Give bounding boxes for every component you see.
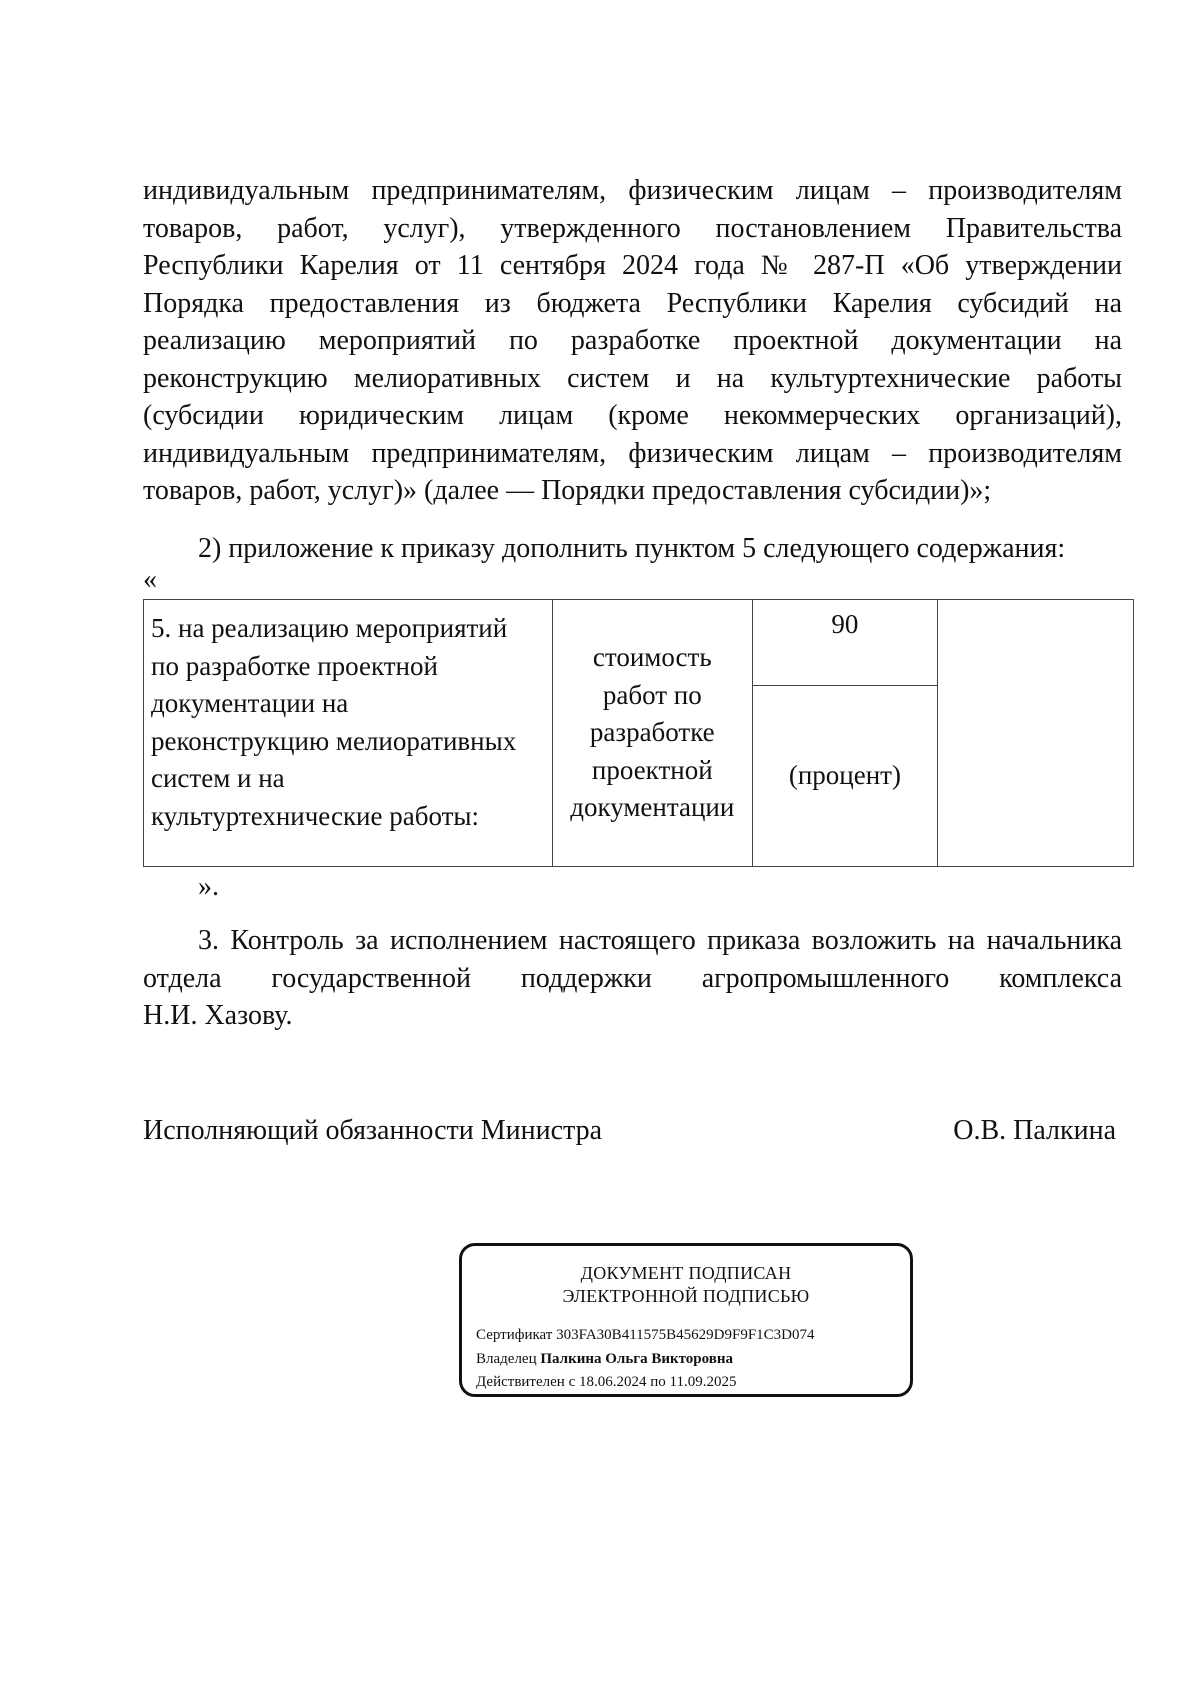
cell-line: стоимость [592,642,712,673]
table-row [144,600,1134,686]
paragraph-line: индивидуальным предпринимателям, физическим лицам – производителям [143,437,1122,469]
cell-line: работ по [602,679,702,710]
table-cell-basis [552,600,752,867]
paragraph-line: Республики Карелия от 11 сентября 2024 года № 287-П «Об утверждении [143,250,1122,281]
open-quote: « [143,564,157,595]
valid-label: Действителен [476,1374,565,1390]
cell-line: документации [570,792,735,823]
table-cell-purpose [144,600,553,867]
table-cell-rate-unit: (процент) [752,686,937,867]
paragraph-line: Н.И. Хазову. [143,1000,293,1031]
owner-label: Владелец [476,1350,537,1367]
paragraph-line: реализацию мероприятий по разработке проектной документации на [143,325,1122,356]
valid-from-label: с [568,1374,576,1390]
paragraph-line: 3. Контроль за исполнением настоящего приказа возложить на начальника [198,925,1122,956]
electronic-signature-stamp [459,1243,913,1397]
stamp-validity [476,1371,815,1395]
stamp-title-line: ЭЛЕКТРОННОЙ ПОДПИСЬЮ [562,1286,810,1306]
stamp-owner [476,1348,815,1372]
cell-line: по разработке проектной [151,650,438,681]
cell-line: систем и на [151,763,285,793]
paragraph-line: товаров, работ, услуг), утвержденного постановлением Правительства [143,212,1122,244]
stamp-title-line: ДОКУМЕНТ ПОДПИСАН [580,1263,792,1283]
item-2-text: 2) приложение к приказу дополнить пунктом 5 следующего содержания: [198,533,1066,564]
valid-from-date: 18.06.2024 [578,1374,647,1390]
paragraph-line: товаров, работ, услуг)» (далее — Порядки предоставления субсидии)»; [143,475,992,506]
paragraph-line: реконструкцию мелиоративных систем и на культуртехнические работы [143,362,1122,394]
signatory-name: О.В. Палкина [953,1115,1116,1146]
paragraph-line: индивидуальным предпринимателям, физическим лицам – производителям [143,175,1122,206]
subsidy-table [143,599,1134,867]
cell-line: разработке [589,717,715,748]
stamp-certificate [476,1324,815,1348]
table-cell-empty [937,600,1133,867]
cell-line: реконструкцию мелиоративных [151,725,517,756]
paragraph-line: отдела государственной поддержки агропромышленного комплекса [143,962,1122,994]
paragraph-line: Порядка предоставления из бюджета Республики Карелия субсидий на [143,287,1122,319]
paragraph-line: (субсидии юридическим лицам (кроме некоммерческих организаций), [143,400,1122,431]
paragraph-continuation [143,172,1122,510]
table-cell-rate-value: 90 [752,600,937,686]
paragraph-3 [143,922,1122,1035]
certificate-value: 303FA30B411575B45629D9F9F1C3D074 [556,1327,815,1343]
cell-line: проектной [591,754,713,785]
cell-line: документации на [151,688,349,718]
cell-line: культуртехнические работы: [151,800,480,831]
certificate-label: Сертификат [476,1327,553,1343]
signatory-position: Исполняющий обязанности Министра [143,1115,603,1146]
valid-to-label: по [650,1374,666,1390]
stamp-title [462,1262,910,1308]
cell-line: 5. на реализацию мероприятий [151,613,508,643]
stamp-details [476,1324,815,1395]
owner-value: Палкина Ольга Викторовна [540,1350,734,1367]
close-quote: ». [198,871,219,902]
valid-to-date: 11.09.2025 [669,1374,737,1390]
